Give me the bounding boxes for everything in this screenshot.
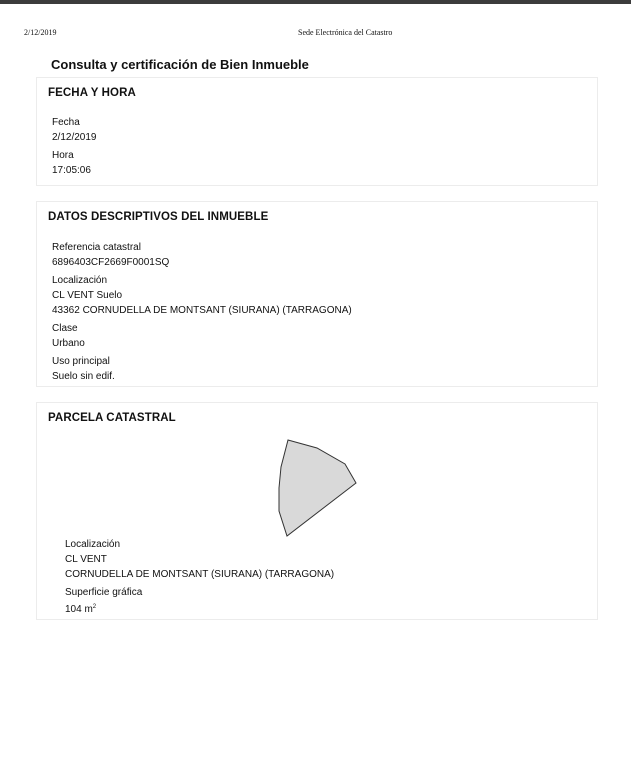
parcel-polygon: [279, 440, 356, 536]
fecha-hora-panel: [36, 77, 598, 186]
parcel-shape: [277, 437, 367, 541]
superficie-number: 104 m: [65, 604, 93, 615]
fecha-hora-fields: [52, 115, 97, 178]
parcela-loc-line1: CL VENT: [65, 554, 107, 565]
page-title: Consulta y certificación de Bien Inmueble: [51, 57, 309, 72]
uso-value: Suelo sin edif.: [52, 371, 115, 382]
ref-value: 6896403CF2669F0001SQ: [52, 257, 170, 268]
parcela-loc-line2: CORNUDELLA DE MONTSANT (SIURANA) (TARRAGONA): [65, 569, 335, 580]
loc-line1: CL VENT Suelo: [52, 290, 123, 301]
superficie-exponent: 2: [92, 604, 97, 610]
parcela-loc-label: Localización: [65, 539, 121, 550]
parcela-heading: PARCELA CATASTRAL: [48, 412, 176, 424]
hora-value: 17:05:06: [52, 165, 91, 176]
datos-fields: [52, 240, 352, 384]
datos-heading: DATOS DESCRIPTIVOS DEL INMUEBLE: [48, 211, 269, 223]
uso-label: Uso principal: [52, 356, 110, 367]
superficie-label: Superficie gráfica: [65, 587, 143, 598]
top-edge-bar: [0, 0, 631, 4]
datos-panel: [36, 201, 598, 387]
ref-label: Referencia catastral: [52, 242, 141, 253]
clase-value: Urbano: [52, 338, 85, 349]
parcela-fields: [65, 537, 334, 617]
parcela-panel: [36, 402, 598, 620]
fecha-label: Fecha: [52, 117, 80, 128]
loc-line2: 43362 CORNUDELLA DE MONTSANT (SIURANA) (TARRAGONA): [52, 305, 352, 316]
superficie-value: [65, 600, 334, 617]
fecha-value: 2/12/2019: [52, 132, 97, 143]
clase-label: Clase: [52, 323, 78, 334]
site-name: Sede Electrónica del Catastro: [298, 28, 393, 37]
fecha-hora-heading: FECHA Y HORA: [48, 87, 136, 99]
hora-label: Hora: [52, 150, 74, 161]
loc-label: Localización: [52, 275, 108, 286]
print-date: 2/12/2019: [24, 28, 57, 37]
